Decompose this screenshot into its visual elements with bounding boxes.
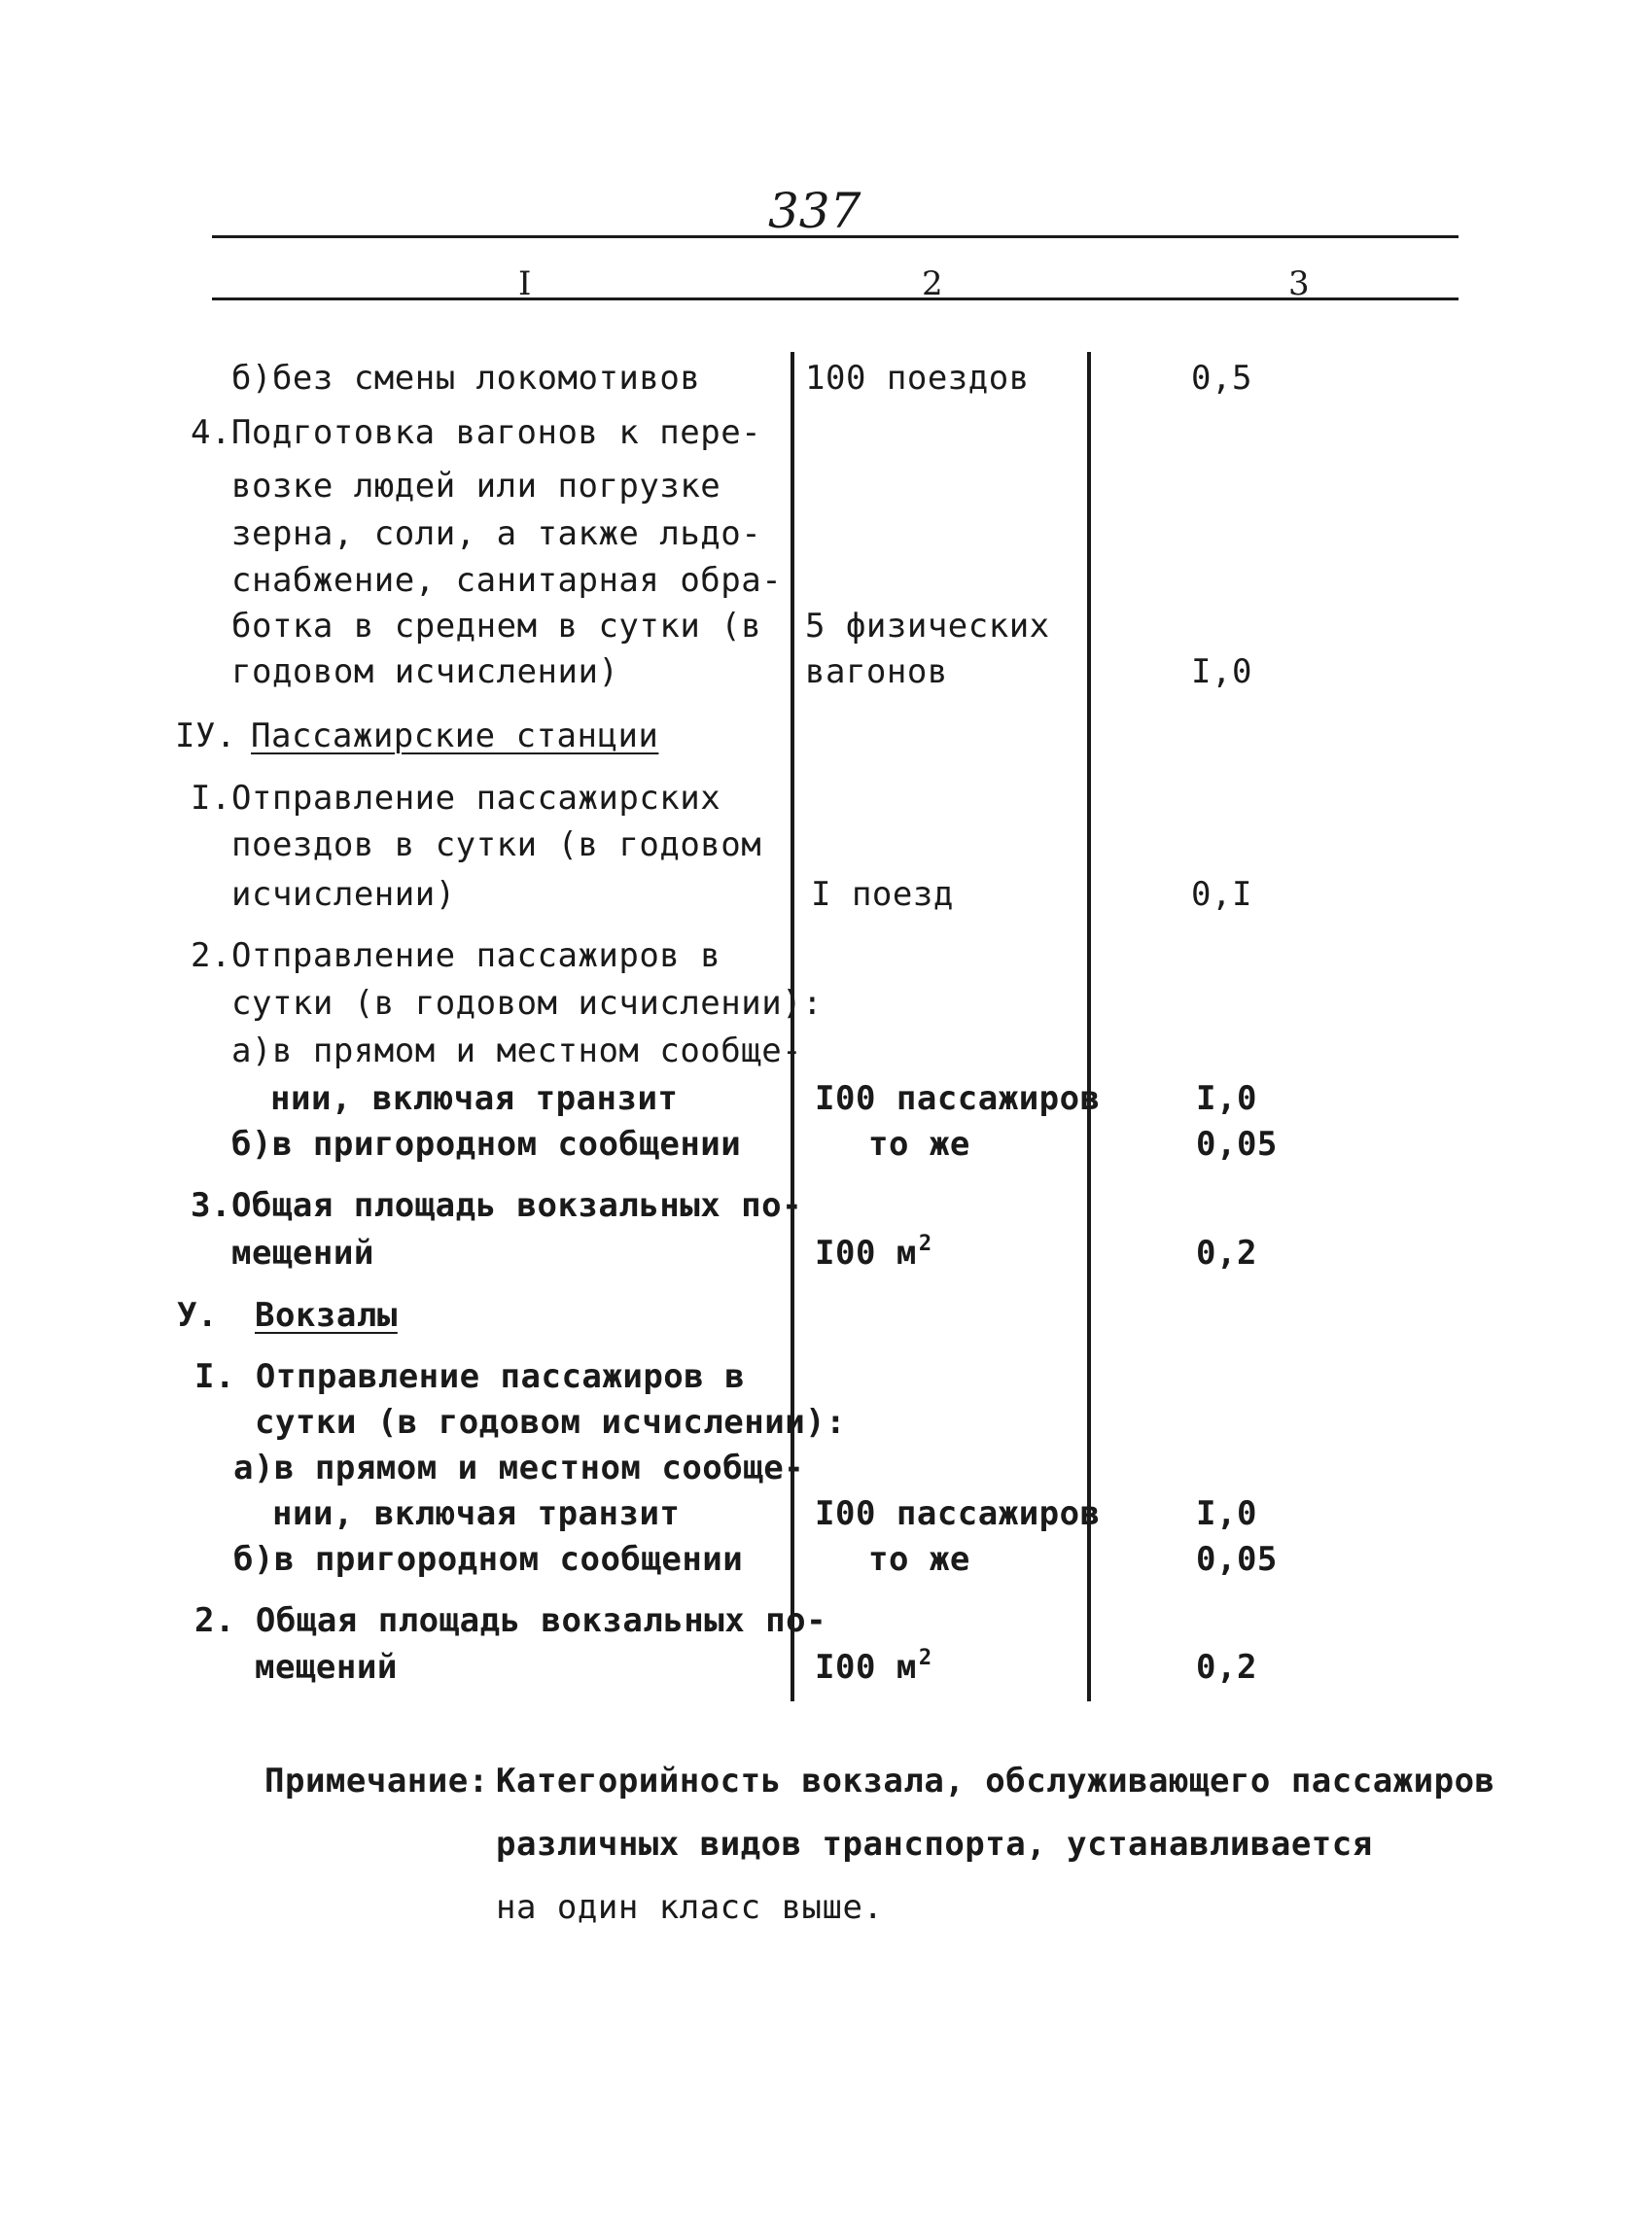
table-row-text: возке людей или погрузке <box>231 467 721 506</box>
table-row-text: годовом исчислении) <box>231 652 619 691</box>
table-row-value: 0,I <box>1191 875 1252 914</box>
column-header-1: I <box>518 264 532 303</box>
table-row-text: нии, включая транзит <box>270 1079 679 1118</box>
table-row-text: I. Отправление пассажиров в <box>194 1357 746 1396</box>
section-number: У. <box>177 1296 218 1335</box>
table-row-text: снабжение, санитарная обра- <box>231 561 783 600</box>
table-row-text: 4.Подготовка вагонов к пере- <box>191 413 762 452</box>
table-row-text: мещений <box>255 1648 398 1687</box>
table-row-text: исчислении) <box>231 875 456 914</box>
table-row-text: сутки (в годовом исчислении): <box>255 1403 847 1442</box>
table-row-unit: то же <box>868 1540 970 1579</box>
table-row-text: зерна, соли, а также льдо- <box>231 514 762 553</box>
table-row-text: б)в пригородном сообщении <box>233 1540 744 1579</box>
table-row-value: 0,2 <box>1196 1234 1257 1273</box>
table-row-value: 0,05 <box>1196 1125 1278 1164</box>
column-header-3: 3 <box>1288 264 1310 303</box>
table-row-value: 0,2 <box>1196 1648 1257 1687</box>
table-row-text: 3.Общая площадь вокзальных по- <box>191 1186 803 1225</box>
table-row-text: I.Отправление пассажирских <box>191 779 721 818</box>
column-header-2: 2 <box>922 264 943 303</box>
table-row-text: мещений <box>231 1234 374 1273</box>
table-row-text: б)в пригородном сообщении <box>231 1125 742 1164</box>
table-row-unit: I00 пассажиров <box>815 1494 1101 1533</box>
table-row-unit: то же <box>868 1125 970 1164</box>
note-text: на один класс выше. <box>496 1888 884 1927</box>
table-row-text: 2. Общая площадь вокзальных по- <box>194 1601 827 1640</box>
table-row-unit: I поезд <box>811 875 954 914</box>
table-row-text: ботка в среднем в сутки (в <box>231 607 762 646</box>
table-row-value: I,0 <box>1196 1079 1257 1118</box>
note-text: Категорийность вокзала, обслуживающего пассажиров <box>496 1762 1495 1801</box>
column-divider-left <box>791 352 794 1701</box>
section-number: IУ. <box>175 717 236 755</box>
table-row-unit: I00 $м^2$ <box>815 1646 932 1687</box>
note-label: Примечание: <box>264 1762 489 1801</box>
table-row-text: нии, включая транзит <box>272 1494 681 1533</box>
table-row-text: а)в прямом и местном сообще- <box>233 1449 805 1487</box>
note-text: различных видов транспорта, устанавливается <box>496 1825 1373 1864</box>
table-row-value: 0,05 <box>1196 1540 1278 1579</box>
table-row-unit: 100 поездов <box>805 359 1030 398</box>
section-title: Вокзалы <box>255 1296 398 1335</box>
table-row-unit: 5 физических <box>805 607 1050 646</box>
table-row-text: сутки (в годовом исчислении): <box>231 984 824 1023</box>
page-number: 337 <box>768 183 861 239</box>
table-row-value: 0,5 <box>1191 359 1252 398</box>
table-row-text: а)в прямом и местном сообще- <box>231 1032 803 1070</box>
table-row-unit: вагонов <box>805 652 948 691</box>
header-top-rule <box>212 235 1459 238</box>
table-row-text: 2.Отправление пассажиров в <box>191 936 721 975</box>
table-row-text: б)без смены локомотивов <box>231 359 701 398</box>
table-row-value: I,0 <box>1191 652 1252 691</box>
table-row-value: I,0 <box>1196 1494 1257 1533</box>
table-row-unit: I00 $м^2$ <box>815 1232 932 1273</box>
table-row-text: поездов в сутки (в годовом <box>231 825 762 864</box>
table-row-unit: I00 пассажиров <box>815 1079 1101 1118</box>
section-title: Пассажирские станции <box>251 717 659 755</box>
header-bottom-rule <box>212 297 1459 300</box>
